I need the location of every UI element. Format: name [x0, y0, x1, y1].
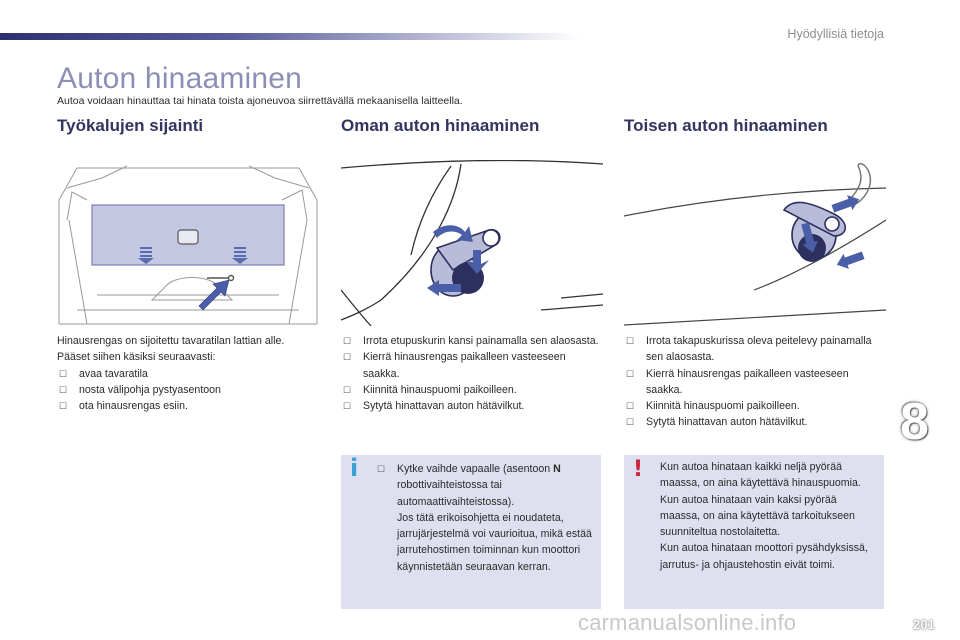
- list-item: ☐ Kiinnitä hinauspuomi paikoilleen.: [341, 382, 603, 398]
- warning-icon: !: [633, 457, 644, 482]
- list-item: ☐ ota hinausrengas esiin.: [57, 398, 319, 414]
- warning-line: Kun autoa hinataan vain kaksi pyörää maassa, on aina käytettävä tarkoitukseen suunniteltua nostolaitetta.: [660, 493, 855, 539]
- chapter-number: 8: [900, 393, 929, 451]
- page-subtitle: Autoa voidaan hinauttaa tai hinata toista ajoneuvoa siirrettävällä mekaanisella laitteella.: [57, 95, 463, 107]
- info-icon: i: [350, 454, 359, 482]
- section-title: Hyödyllisiä tietoja: [787, 27, 884, 41]
- rear-towing-eye-illustration: [624, 160, 886, 326]
- watermark: carmanualsonline.info: [578, 610, 797, 635]
- bullet-icon: ☐: [626, 401, 635, 412]
- list-item: ☐ Kierrä hinausrengas paikalleen vasteeseen saakka.: [626, 367, 849, 396]
- heading-tool-location: Työkalujen sijainti: [57, 116, 204, 135]
- bullet-icon: ☐: [343, 384, 352, 395]
- warning-box: [624, 455, 884, 609]
- warning-line: Kun autoa hinataan kaikki neljä pyörää maassa, on aina käytettävä hinauspuomia.: [660, 461, 861, 490]
- bullet-icon: ☐: [59, 401, 68, 412]
- list-item: ☐ nosta välipohja pystyasentoon: [57, 382, 319, 398]
- header-gradient-bar: [0, 33, 580, 40]
- bullet-icon: ☐: [59, 368, 68, 379]
- heading-other-car-towing: Toisen auton hinaaminen: [624, 116, 828, 135]
- list-item: ☐ Kierrä hinausrengas paikalleen vasteeseen saakka.: [343, 351, 566, 380]
- info-text: ☐ Kytke vaihde vapaalle (asentoon N robottivaihteistossa tai automaattivaihteistossa). Jos tätä erikoisohjetta ei noudateta, jarrujärjestelmä voi vaurioitua, mikä estää jarrutehostimen toiminnan kun moottori käynnistetään seuraavan kerran.: [377, 463, 592, 573]
- tool-location-text: [57, 333, 319, 414]
- bullet-icon: ☐: [343, 352, 352, 363]
- bullet-icon: ☐: [343, 336, 352, 346]
- trunk-floor-illustration: [57, 160, 319, 326]
- front-towing-eye-illustration: [341, 160, 603, 326]
- bullet-icon: ☐: [626, 336, 635, 346]
- page-number: 201: [913, 617, 935, 632]
- own-car-towing-steps: [341, 333, 603, 414]
- info-box: [341, 455, 601, 609]
- heading-own-car-towing: Oman auton hinaaminen: [341, 116, 540, 135]
- page-title: Auton hinaaminen: [57, 62, 303, 95]
- list-item: ☐ Sytytä hinattavan auton hätävilkut.: [624, 414, 886, 430]
- intro-line: Hinausrengas on sijoitettu tavaratilan lattian alle.: [57, 335, 285, 347]
- list-item: ☐ Irrota takapuskurissa oleva peitelevy painamalla sen alaosasta.: [626, 335, 872, 364]
- list-item: ☐ avaa tavaratila: [57, 366, 319, 382]
- other-car-towing-steps: [624, 333, 886, 431]
- intro-line: Pääset siihen käsiksi seuraavasti:: [57, 351, 216, 364]
- list-item: ☐ Kiinnitä hinauspuomi paikoilleen.: [624, 398, 886, 414]
- bullet-icon: ☐: [626, 368, 635, 379]
- bullet-icon: ☐: [59, 384, 68, 395]
- neutral-gear-letter: N: [553, 463, 561, 475]
- warning-line: Kun autoa hinataan moottori pysähdyksissä, jarrutus- ja ohjaustehostin eivät toimi.: [660, 542, 868, 571]
- bullet-icon: ☐: [626, 417, 635, 428]
- list-item: ☐ Irrota etupuskurin kansi painamalla sen alaosasta.: [341, 333, 603, 349]
- bullet-icon: ☐: [343, 401, 352, 412]
- list-item: ☐ Sytytä hinattavan auton hätävilkut.: [341, 398, 603, 414]
- bullet-icon: ☐: [377, 464, 386, 474]
